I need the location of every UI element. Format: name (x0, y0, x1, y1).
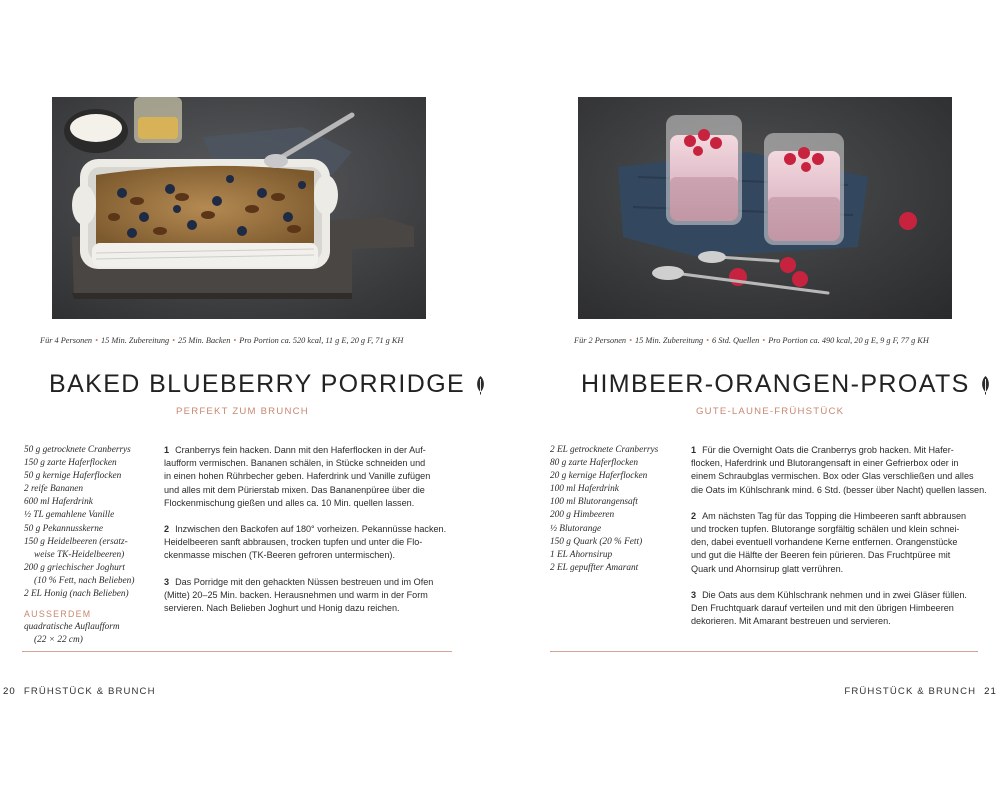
bake-time: 25 Min. Backen (178, 336, 231, 345)
step-text: servieren. Nach Belieben Joghurt und Honig dazu reichen. (164, 603, 400, 614)
step-text: dekorieren. Mit Amarant bestreuen und servieren. (691, 616, 891, 627)
ingredient-list (550, 444, 685, 575)
step-text: Flockenmischung gießen und alles ca. 10 Min. quellen lassen. (164, 497, 415, 508)
step-2 (691, 510, 986, 576)
ingredient-item-continued: (10 % Fett, nach Belieben) (34, 575, 135, 586)
step-number: 3 (164, 576, 170, 587)
recipe-meta-line (574, 336, 929, 345)
step-number: 1 (691, 445, 697, 455)
step-number: 2 (164, 524, 170, 535)
recipe-title-row (581, 370, 991, 399)
ingredient-item: 80 g zarte Haferflocken (550, 458, 639, 469)
photo-proats-illustration (578, 97, 952, 319)
step-text: Heidelbeeren sanft abbrausen, trocken tupfen und unter die Flo- (164, 537, 423, 548)
step-text: (Mitte) 20–25 Min. backen. Herausnehmen und warm in der Form (164, 589, 428, 600)
step-1 (691, 444, 986, 497)
step-text: Cranberrys fein hacken. Dann mit den Haferflocken in der Auf- (175, 445, 426, 455)
ingredient-item: 2 EL Honig (nach Belieben) (24, 589, 129, 600)
ingredient-item: 1 EL Ahornsirup (550, 549, 613, 560)
ingredient-item: 2 EL getrocknete Cranberrys (550, 445, 659, 455)
extras-item: quadratische Auflaufform (24, 622, 120, 633)
ingredient-item: 150 g zarte Haferflocken (24, 458, 117, 469)
step-number: 3 (691, 589, 697, 600)
step-3 (691, 589, 986, 629)
leaf-icon (475, 375, 486, 395)
step-text: laufform vermischen. Bananen schälen, in Stücke schneiden und (164, 458, 426, 469)
step-text: Am nächsten Tag für das Topping die Himbeeren sanft abbrausen (702, 510, 967, 521)
footer-divider (22, 651, 452, 652)
ingredient-item: ½ Blutorange (550, 523, 602, 534)
servings: Für 2 Personen (574, 336, 627, 345)
ingredient-item: 200 g Himbeeren (550, 510, 615, 521)
recipe-meta-line (40, 336, 403, 345)
step-number: 1 (164, 445, 170, 455)
meta-separator: • (95, 336, 98, 345)
step-text: Quark und Ahornsirup glatt verrühren. (691, 563, 844, 574)
step-3 (164, 576, 459, 616)
ingredient-item-continued: weise TK-Heidelbeeren) (34, 549, 125, 560)
step-number: 2 (691, 510, 697, 521)
preparation-steps (691, 444, 986, 641)
step-2 (164, 523, 459, 563)
ingredient-item: 50 g Pekannusskerne (24, 523, 104, 534)
step-text: Das Porridge mit den gehackten Nüssen bestreuen und im Ofen (175, 576, 434, 587)
step-text: und alles mit dem Pürierstab mixen. Das Bananenpüree über die (164, 484, 425, 495)
meta-separator: • (706, 336, 710, 345)
soak-time: 6 Std. Quellen (712, 336, 760, 345)
step-text: den, dabei eventuell vorhandene Kerne entfernen. Orangenstücke (691, 537, 958, 548)
ingredient-item: 150 g Quark (20 % Fett) (550, 536, 643, 547)
ingredient-item: ½ TL gemahlene Vanille (24, 510, 115, 521)
prep-time: 15 Min. Zubereitung (101, 336, 170, 345)
recipe-subtitle: GUTE-LAUNE-FRÜHSTÜCK (696, 406, 845, 417)
step-text: ckenmasse mischen (TK-Beeren gefroren untermischen). (164, 550, 395, 561)
footer-divider (550, 651, 978, 652)
step-text: in einen hohen Rührbecher geben. Haferdrink und Vanille zufügen (164, 471, 431, 482)
recipe-photo-proats (578, 97, 952, 319)
recipe-title: BAKED BLUEBERRY PORRIDGE (49, 370, 466, 398)
preparation-steps (164, 444, 459, 628)
nutrition: Pro Portion ca. 490 kcal, 20 g E, 9 g F, 77 g KH (768, 336, 929, 345)
step-text: und gut die Hälfte der Beeren fein pürieren. Das Fruchtpüree mit (691, 550, 951, 561)
nutrition: Pro Portion ca. 520 kcal, 11 g E, 20 g F, 71 g KH (239, 336, 404, 345)
right-page (500, 0, 1000, 800)
step-1 (164, 444, 459, 510)
ingredient-item: 150 g Heidelbeeren (ersatz- (24, 536, 128, 547)
ingredient-item: 600 ml Haferdrink (24, 497, 93, 508)
page-number: 21 (984, 686, 997, 697)
recipe-subtitle: PERFEKT ZUM BRUNCH (176, 406, 309, 417)
meta-separator: • (629, 336, 632, 345)
ingredient-item: 100 ml Haferdrink (550, 484, 619, 495)
section-title: FRÜHSTÜCK & BRUNCH (844, 686, 977, 697)
recipe-title: HIMBEER-ORANGEN-PROATS (581, 370, 970, 398)
ingredient-item: 20 g kernige Haferflocken (550, 471, 648, 482)
step-text: Für die Overnight Oats die Cranberrys grob hacken. Mit Hafer- (702, 445, 954, 455)
step-text: und trocken tupfen. Blutorange sorgfältig schälen und klein schnei- (691, 524, 960, 535)
servings: Für 4 Personen (40, 336, 93, 345)
page-number: 20 (3, 686, 16, 697)
prep-time: 15 Min. Zubereitung (635, 336, 704, 345)
leaf-icon (980, 375, 991, 395)
photo-baked-porridge-illustration (52, 97, 426, 319)
step-text: Die Oats aus dem Kühlschrank nehmen und in zwei Gläser füllen. (702, 589, 967, 600)
page-footer (844, 686, 997, 697)
meta-separator: • (172, 336, 176, 345)
step-text: die Oats im Kühlschrank mind. 6 Std. (besser über Nacht) quellen lassen. (691, 484, 987, 495)
step-text: einem Schraubglas vermischen. Box oder Glas verschließen und alles (691, 471, 974, 482)
ingredient-item: 2 EL gepuffter Amarant (550, 562, 639, 573)
ingredient-item: 200 g griechischer Joghurt (24, 562, 125, 573)
section-title: FRÜHSTÜCK & BRUNCH (23, 686, 156, 697)
recipe-title-row (49, 370, 486, 399)
ingredient-item: 50 g getrocknete Cranberrys (24, 445, 131, 455)
extras-label: AUSSERDEM (24, 609, 92, 620)
page-footer (3, 686, 156, 697)
recipe-photo-baked-porridge (52, 97, 426, 319)
ingredient-item: 50 g kernige Haferflocken (24, 471, 122, 482)
step-text: Inzwischen den Backofen auf 180° vorheizen. Pekannüsse hacken. (175, 524, 447, 535)
ingredient-item: 100 ml Blutorangensaft (550, 497, 638, 508)
ingredient-item: 2 reife Bananen (24, 484, 84, 495)
meta-separator: • (762, 336, 766, 345)
meta-separator: • (233, 336, 237, 345)
step-text: flocken, Haferdrink und Blutorangensaft in einer Gefrierbox oder in (691, 458, 959, 469)
ingredient-list (24, 444, 159, 647)
step-text: Den Fruchtquark darauf verteilen und mit den übrigen Himbeeren (691, 603, 954, 614)
extras-item-continued: (22 × 22 cm) (34, 635, 83, 646)
